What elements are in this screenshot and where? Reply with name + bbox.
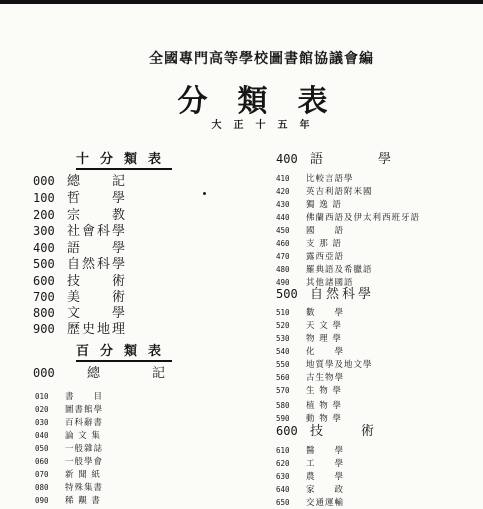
item-label: 動 物 學 [306,414,342,424]
item-label: 物 理 學 [306,334,342,344]
item-label: 佛蘭西語及伊太利西班牙語 [306,213,421,223]
item-label: 論 文 集 [65,431,101,441]
item-label: 工 學 [306,459,345,469]
class-label: 總 記 [67,174,128,189]
item-code: 560 [276,373,290,382]
item-label: 植 物 學 [306,401,342,411]
item-code: 450 [276,226,290,235]
item-code: 080 [35,483,49,492]
item-code: 650 [276,498,290,507]
item-label: 農 學 [306,472,345,482]
section-label: 語 學 [310,152,396,167]
class-code: 000 [33,174,55,188]
item-label: 家 政 [306,485,345,495]
class-code: 800 [33,306,55,320]
class-label: 哲 學 [67,191,128,206]
item-label: 書 目 [65,392,104,402]
item-label: 化 學 [306,347,345,357]
item-label: 其他諸國語 [306,278,354,288]
item-code: 520 [276,321,290,330]
item-label: 百科辭書 [65,418,104,428]
item-code: 490 [276,278,290,287]
class-label: 社會科學 [67,224,128,239]
item-code: 470 [276,252,290,261]
item-code: 430 [276,200,290,209]
item-code: 460 [276,239,290,248]
section-code: 400 [276,152,298,166]
item-code: 440 [276,213,290,222]
item-label: 醫 學 [306,446,345,456]
section-label: 總 記 [87,366,166,381]
item-code: 090 [35,496,49,505]
ink-speck [203,192,206,195]
class-label: 技 術 [67,274,128,289]
item-code: 510 [276,308,290,317]
item-label: 地質學及地文學 [306,360,373,370]
item-code: 410 [276,174,290,183]
item-code: 480 [276,265,290,274]
item-label: 比較言語學 [306,174,354,184]
item-code: 630 [276,472,290,481]
item-label: 羅典語及希臘語 [306,265,373,275]
item-label: 數 學 [306,308,345,318]
class-label: 文 學 [67,306,128,321]
class-label: 語 學 [67,241,128,256]
item-code: 040 [35,431,49,440]
section-code: 600 [276,424,298,438]
item-label: 天 文 學 [306,321,342,331]
item-code: 060 [35,457,49,466]
item-label: 稀 覯 書 [65,496,101,506]
item-label: 英吉利語附米國 [306,187,373,197]
item-label: 獨 逸 語 [306,200,342,210]
item-code: 620 [276,459,290,468]
item-label: 支 那 語 [306,239,342,249]
item-code: 640 [276,485,290,494]
item-label: 一般雜誌 [65,444,104,454]
item-code: 590 [276,414,290,423]
class-code: 300 [33,224,55,238]
section-code: 500 [276,287,298,301]
publisher-line: 全國專門高等學校圖書館協議會編 [149,51,374,67]
class-label: 自然科學 [67,257,128,272]
class-code: 600 [33,274,55,288]
list-item [33,318,127,337]
class-code: 200 [33,208,55,222]
item-label: 國 語 [306,226,345,236]
item-label: 特殊集書 [65,483,104,493]
item-code: 580 [276,401,290,410]
class-label: 宗 教 [67,208,128,223]
item-label: 古生物學 [306,373,345,383]
section-code: 000 [33,366,55,380]
class-code: 400 [33,241,55,255]
date-line: 大正十五年 [211,120,322,131]
class-code: 100 [33,191,55,205]
item-label: 新 聞 紙 [65,470,101,480]
item-code: 610 [276,446,290,455]
item-code: 550 [276,360,290,369]
item-label: 生 物 學 [306,386,342,396]
item-code: 050 [35,444,49,453]
item-code: 030 [35,418,49,427]
class-code: 900 [33,322,55,336]
item-label: 一般學會 [65,457,104,467]
item-code: 540 [276,347,290,356]
section-row [276,148,395,167]
item-label: 露西亞語 [306,252,345,262]
item-code: 530 [276,334,290,343]
item-code: 420 [276,187,290,196]
section-label: 技 術 [310,424,379,439]
item-code: 020 [35,405,49,414]
class-code: 700 [33,290,55,304]
list-item [35,488,101,507]
item-label: 交通運輸 [306,498,345,508]
item-code: 070 [35,470,49,479]
page-title: 分類表 [177,84,358,119]
item-label: 圖書館學 [65,405,104,415]
top-rule [0,0,483,4]
class-label: 美 術 [67,290,128,305]
item-code: 570 [276,386,290,395]
main-classes-heading: 十分類表 [76,148,172,170]
section-row [276,420,378,439]
section-row [33,362,165,381]
hundred-classes-heading: 百分類表 [76,340,172,362]
list-item [276,490,344,509]
class-code: 500 [33,257,55,271]
section-label: 自然科學 [310,287,375,302]
item-code: 010 [35,392,49,401]
class-label: 歷史地理 [67,322,128,337]
